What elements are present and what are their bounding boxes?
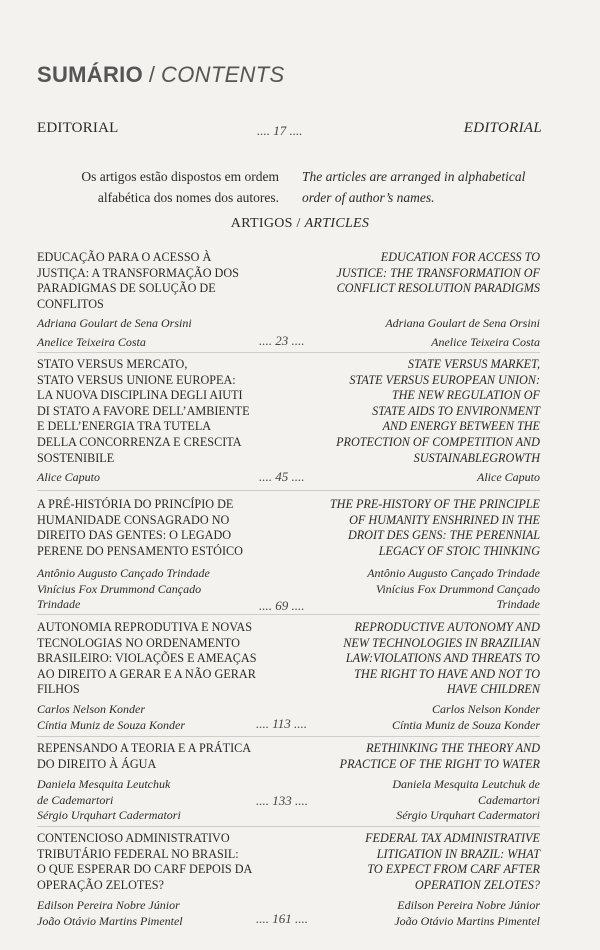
article-4-page-number[interactable]: .... 113 .... xyxy=(256,716,308,731)
article-2-authors-pt xyxy=(37,470,237,486)
author-name: Alice Caputo xyxy=(477,470,540,484)
author-name: Anelice Teixeira Costa xyxy=(37,334,146,349)
article-3-title-pt[interactable] xyxy=(37,497,277,559)
author-name: Daniela Mesquita Leutchuk de xyxy=(392,777,540,791)
title-line: PROTECTION OF COMPETITION AND xyxy=(336,434,540,449)
title-line: REPENSANDO A TEORIA E A PRÁTICA xyxy=(37,741,252,755)
divider xyxy=(37,736,540,737)
author-name: Antônio Augusto Cançado Trindade xyxy=(367,566,540,580)
title-line: JUSTIÇA: A TRANSFORMAÇÃO DOS xyxy=(37,265,239,280)
title-line: TRIBUTÁRIO FEDERAL NO BRASIL: xyxy=(37,846,239,861)
article-1-title-pt[interactable] xyxy=(37,250,277,312)
title-line: DO DIREITO À ÁGUA xyxy=(37,756,157,771)
article-6-authors-pt xyxy=(37,898,237,929)
title-line: DROIT DES GENS: THE PERENNIAL xyxy=(347,528,540,543)
title-line: PARADIGMAS DE SOLUÇÃO DE xyxy=(37,281,216,296)
article-6-title-en[interactable] xyxy=(300,831,540,893)
author-name: Edilson Pereira Nobre Júnior xyxy=(397,898,540,912)
title-line: PRACTICE OF THE RIGHT TO WATER xyxy=(339,756,540,771)
title-line: AUTONOMIA REPRODUTIVA E NOVAS xyxy=(37,620,252,634)
author-name: Antônio Augusto Cançado Trindade xyxy=(37,566,210,580)
title-line: LA NUOVA DISCIPLINA DEGLI AIUTI xyxy=(37,388,243,403)
article-3-page-number[interactable]: .... 69 .... xyxy=(259,598,305,613)
title-line: THE RIGHT TO HAVE AND NOT TO xyxy=(354,666,540,681)
author-name: João Otávio Martins Pimentel xyxy=(37,913,183,928)
title-line: STATE VERSUS EUROPEAN UNION: xyxy=(349,372,540,387)
editorial-page-number[interactable]: .... 17 .... xyxy=(257,123,303,138)
title-line: NEW TECHNOLOGIES IN BRAZILIAN xyxy=(343,635,540,650)
article-5-page-number[interactable]: .... 133 .... xyxy=(256,793,308,808)
article-2-title-en[interactable] xyxy=(300,357,540,466)
author-name: Vinícius Fox Drummond Cançado xyxy=(37,581,202,596)
intro-note-pt: Os artigos estão dispostos em ordem alfabética dos nomes dos autores. xyxy=(81,169,279,205)
author-name: Carlos Nelson Konder xyxy=(37,702,146,716)
article-2-title-pt[interactable] xyxy=(37,357,277,466)
title-line: DIREITO DAS GENTES: O LEGADO xyxy=(37,528,232,543)
section-label-pt: ARTIGOS xyxy=(230,216,293,231)
article-3-title-en[interactable] xyxy=(300,497,540,559)
editorial-label-pt[interactable]: EDITORIAL xyxy=(37,120,119,136)
title-line: THE PRE-HISTORY OF THE PRINCIPLE xyxy=(329,497,540,511)
article-1-page-number[interactable]: .... 23 .... xyxy=(259,333,305,348)
title-line: STATO VERSUS UNIONE EUROPEA: xyxy=(37,372,236,387)
article-1-authors-en xyxy=(310,316,540,350)
author-name: Trindade xyxy=(496,597,540,612)
title-line: O QUE ESPERAR DO CARF DEPOIS DA xyxy=(37,862,253,877)
article-4-title-pt[interactable] xyxy=(37,620,277,698)
author-name: Sérgio Urquhart Cadermatori xyxy=(37,808,181,823)
title-line: OPERAÇÃO ZELOTES? xyxy=(37,877,164,892)
title-line: FILHOS xyxy=(37,682,80,697)
article-4-authors-en xyxy=(310,702,540,733)
title-line: DI STATO A FAVORE DELL’AMBIENTE xyxy=(37,403,250,418)
title-line: LAW:VIOLATIONS AND THREATS TO xyxy=(345,651,540,666)
title-line: E DELL’ENERGIA TRA TUTELA xyxy=(37,419,212,434)
title-line: LEGACY OF STOIC THINKING xyxy=(378,543,540,558)
title-line: SOSTENIBILE xyxy=(37,450,115,465)
article-1-authors-pt xyxy=(37,316,237,350)
title-line: STATE VERSUS MARKET, xyxy=(407,357,540,371)
article-5-authors-pt xyxy=(37,777,237,824)
author-name: Adriana Goulart de Sena Orsini xyxy=(37,316,192,330)
title-en: CONTENTS xyxy=(161,62,285,87)
title-line: TECNOLOGIAS NO ORDENAMENTO xyxy=(37,635,240,650)
title-line: CONFLITOS xyxy=(37,296,104,311)
title-line: EDUCATION FOR ACCESS TO xyxy=(380,250,540,264)
article-5-title-pt[interactable] xyxy=(37,741,277,772)
intro-note-en: The articles are arranged in alphabetical order of author’s names. xyxy=(302,169,526,205)
title-line: CONTENCIOSO ADMINISTRATIVO xyxy=(37,831,230,845)
title-line: LITIGATION IN BRAZIL: WHAT xyxy=(376,846,540,861)
title-line: OPERATION ZELOTES? xyxy=(414,877,540,892)
article-3-authors-pt xyxy=(37,566,237,613)
divider xyxy=(37,614,540,615)
author-name: Daniela Mesquita Leutchuk xyxy=(37,777,171,791)
article-4-title-en[interactable] xyxy=(300,620,540,698)
author-name: Adriana Goulart de Sena Orsini xyxy=(385,316,540,330)
editorial-label-en[interactable]: EDITORIAL xyxy=(463,120,542,136)
article-2-authors-en xyxy=(310,470,540,486)
author-name: Cíntia Muniz de Souza Konder xyxy=(37,717,186,732)
title-line: STATE AIDS TO ENVIRONMENT xyxy=(372,403,540,418)
article-5-title-en[interactable] xyxy=(300,741,540,772)
article-5-authors-en xyxy=(310,777,540,824)
title-line: A PRÉ-HISTÓRIA DO PRINCÍPIO DE xyxy=(37,497,234,511)
title-line: OF HUMANITY ENSHRINED IN THE xyxy=(349,512,540,527)
title-line: BRASILEIRO: VIOLAÇÕES E AMEAÇAS xyxy=(37,651,257,666)
section-label-en: ARTICLES xyxy=(304,216,370,231)
section-separator: / xyxy=(296,216,301,231)
title-line: CONFLICT RESOLUTION PARADIGMS xyxy=(336,281,540,296)
author-name: Anelice Teixeira Costa xyxy=(431,334,540,349)
title-line: HUMANIDADE CONSAGRADO NO xyxy=(37,512,230,527)
author-name: João Otávio Martins Pimentel xyxy=(394,913,540,928)
title-line: RETHINKING THE THEORY AND xyxy=(366,741,540,755)
title-line: AO DIREITO A GERAR E A NÃO GERAR xyxy=(37,666,256,681)
article-6-page-number[interactable]: .... 161 .... xyxy=(256,911,308,926)
divider xyxy=(37,490,540,491)
divider xyxy=(37,826,540,827)
title-line: PERENE DO PENSAMENTO ESTÓICO xyxy=(37,543,243,558)
title-separator: / xyxy=(148,62,156,87)
title-line: AND ENERGY BETWEEN THE xyxy=(382,419,540,434)
article-4-authors-pt xyxy=(37,702,237,733)
page-title xyxy=(37,62,284,88)
title-line: EDUCAÇÃO PARA O ACESSO À xyxy=(37,250,212,264)
article-6-authors-en xyxy=(310,898,540,929)
section-heading xyxy=(0,216,600,232)
article-3-authors-en xyxy=(310,566,540,613)
title-line: SUSTAINABLEGROWTH xyxy=(413,450,540,465)
title-line: STATO VERSUS MERCATO, xyxy=(37,357,188,371)
author-name: Vinícius Fox Drummond Cançado xyxy=(375,581,540,596)
author-name: Sérgio Urquhart Cadermatori xyxy=(396,808,540,823)
article-2-page-number[interactable]: .... 45 .... xyxy=(259,469,305,484)
title-pt: SUMÁRIO xyxy=(37,62,143,87)
author-name: Cíntia Muniz de Souza Konder xyxy=(391,717,540,732)
article-6-title-pt[interactable] xyxy=(37,831,277,893)
title-line: REPRODUCTIVE AUTONOMY AND xyxy=(354,620,540,634)
author-name: de Cademartori xyxy=(37,792,114,807)
author-name: Edilson Pereira Nobre Júnior xyxy=(37,898,180,912)
article-1-title-en[interactable] xyxy=(300,250,540,297)
title-line: JUSTICE: THE TRANSFORMATION OF xyxy=(336,265,540,280)
title-line: THE NEW REGULATION OF xyxy=(391,388,540,403)
author-name: Carlos Nelson Konder xyxy=(431,702,540,716)
author-name: Trindade xyxy=(37,597,81,612)
author-name: Cademartori xyxy=(477,792,540,807)
title-line: TO EXPECT FROM CARF AFTER xyxy=(367,862,540,877)
author-name: Alice Caputo xyxy=(37,470,100,484)
title-line: HAVE CHILDREN xyxy=(446,682,540,697)
divider xyxy=(37,352,540,353)
title-line: DELLA CONCORRENZA E CRESCITA xyxy=(37,434,242,449)
title-line: FEDERAL TAX ADMINISTRATIVE xyxy=(365,831,540,845)
